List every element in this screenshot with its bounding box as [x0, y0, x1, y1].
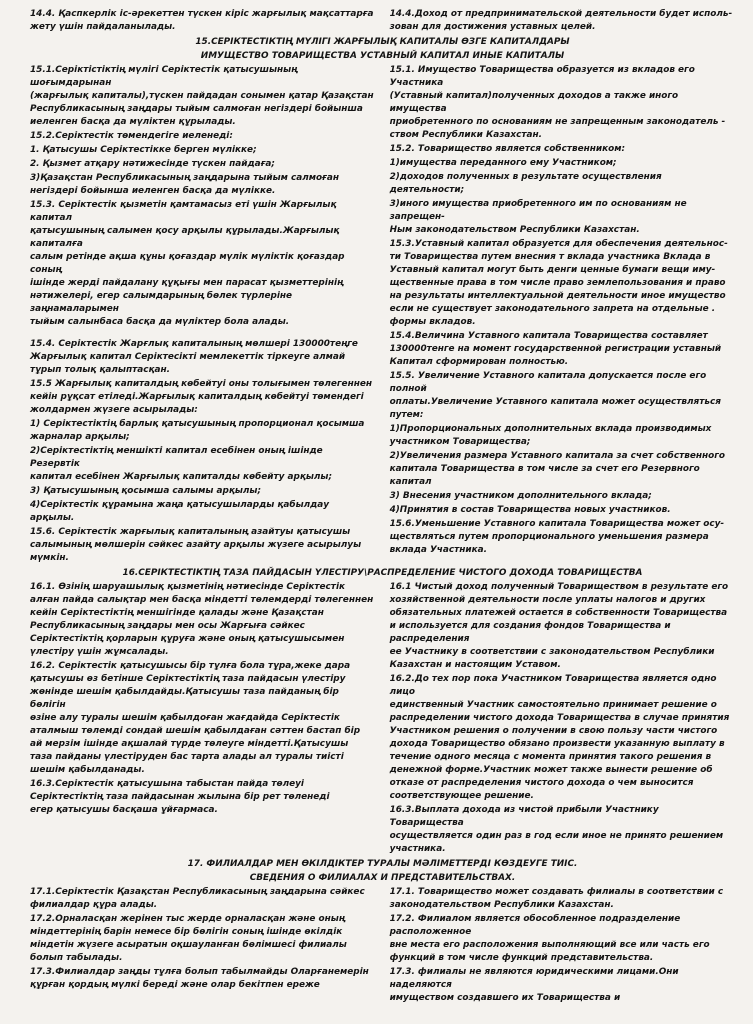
section-15-kz: [30, 64, 375, 566]
section-17-title-ru: СВЕДЕНИЯ О ФИЛИАЛАХ И ПРЕДСТАВИТЕЛЬСТВАХ.: [249, 873, 516, 883]
intro-kz: [30, 8, 375, 35]
paragraph: 2)доходов полученных в результате осуществления деятельности;: [389, 172, 662, 195]
paragraph: 1. Қатысушы Серіктестікке берген мүлікке;: [30, 145, 257, 155]
intro-row: [30, 8, 735, 35]
section-15-title-kz: 15.СЕРІКТЕСТІКТІҢ МҮЛІГІ ЖАРҒЫЛЫҚ КАПИТАЛЫ ӨЗГЕ КАПИТАЛДАРЫ: [195, 37, 570, 47]
paragraph: 15.3.Уставный капитал образуется для обеспечения деятельнос- ти Товарищества путем внесния т вклада участника Вклада в Уставный капитал могут быть денги ценные бумаги вещи иму- щественные права в том числе право землепользования и право на результаты интеллектуальной деятельности иное имущество если не существует законодательного запрета на отдельные . формы вкладов.: [389, 239, 728, 327]
paragraph: 1)Пропорциональных дополнительных вклада производимых участником Товарищества;: [389, 424, 712, 447]
spacer: [30, 330, 375, 338]
section-17-title-kz: 17. ФИЛИАЛДАР МЕН ӨКІЛДІКТЕР ТУРАЛЫ МӘЛІМЕТТЕРДІ КӨЗДЕУГЕ ТИІС.: [187, 859, 578, 869]
section-17-ru: [390, 886, 735, 1006]
paragraph: 1) Серіктестіктің барлық қатысушының пропорционал қосымша жарналар арқылы;: [30, 419, 365, 442]
section-15-body: [30, 64, 735, 566]
paragraph: 16.2. Серіктестік қатысушысы бір тұлға бола тұра,жеке дара қатысушы өз бетінше Серіктестіктің таза пайдасын үлестіру жөнінде шешім қабылдайды.Қатысушы таза пайданың бір бөлігін өзіне алу туралы шешім қабылдоған жағдайда Серіктестік аталмыш төлемді сондай шешім қабылдаған сәттен бастап бір ай мерзім ішінде ақшалай түрде төлеуге міндетті.Қатысушы таза пайданы үлестіруден бас тарта алады ал туралы тиісті шешім қабылданады.: [30, 661, 361, 775]
paragraph: 17.2.Орналасқан жерінен тыс жерде орналасқан және оның міндеттерінің барін немесе бір бөлігін соның ішінде өкілдік міндетін жүзеге асыратын оқшауланған бөлімшесі филиалы болып табылады.: [30, 914, 347, 963]
paragraph: 3) Қатысушының қосымша салымы арқылы;: [30, 486, 262, 496]
paragraph: 17.3.Филиалдар заңды тұлға болып табылмайды Оларғанемерін құрған қордың мүлкі береді және олар бекітпен ереже: [30, 967, 369, 990]
paragraph: 4)Серіктестік құрамына жаңа қатысушыларды қабылдау арқылы.: [30, 500, 330, 523]
paragraph: 17.1. Товарищество может создавать филиалы в соответствии с законодательством Республики Казахстан.: [389, 887, 724, 910]
paragraph: 17.1.Серіктестік Қазақстан Республикасының заңдарына сәйкес филиалдар құра алады.: [30, 887, 365, 910]
paragraph: 17.2. Филиалом является обособленное подразделение расположенное вне места его расположения выполняющий все или часть его функций в том числе функций представительства.: [389, 914, 710, 963]
paragraph: 17.3. филиалы не являются юридическими лицами.Они наделяются имуществом создавшего их Товарищества и: [389, 967, 679, 1003]
paragraph: 15.1.Серіктістіктің мүлігі Серіктестік қатысушының шоғымдарынан (жарғылық капиталы),түскен пайдадан сонымен қатар Қазақстан Республикасының заңдары тыйым салмоған негіздері бойынша иеленген басқа да мүліктен құрылады.: [30, 65, 374, 127]
paragraph: 3) Внесения участником дополнительного вклада;: [389, 491, 652, 501]
section-15-ru: [390, 64, 735, 566]
paragraph: 15.6.Уменьшение Уставного капитала Товарищества может осу- ществляться путем пропорционального уменьшения размера вклада Участника.: [389, 519, 725, 555]
paragraph: 2. Қызмет атқару нәтижесінде түскен пайдаға;: [30, 159, 275, 169]
section-17-body: [30, 886, 735, 1006]
paragraph: 14.4. Қаспкерлік іс-әрекеттен түскен кіріс жарғылық мақсаттарға жету үшін пайдаланылады.: [30, 9, 374, 32]
paragraph: 15.2.Серіктестік төмендегіге иеленеді:: [30, 131, 233, 141]
paragraph: 3)иного имущества приобретенного им по основаниям не запрещен- Ным законодательством Республики Казахстан.: [389, 199, 687, 235]
paragraph: 16.3.Серіктестік қатысушына табыстан пайда төлеуі Серіктестіктің таза пайдасынан жылына бір рет төленеді егер қатысушы басқаша ұйғармаса.: [30, 779, 330, 815]
paragraph: 15.5. Увеличение Уставного капитала допускается после его полной оплаты.Увеличение Уставного капитала может осуществляться путем:: [389, 371, 721, 420]
paragraph: 2)Увеличения размера Уставного капитала за счет собственного капитала Товарищества в том числе за счет его Резервного капитал: [389, 451, 725, 487]
section-16-body: [30, 581, 735, 857]
paragraph: 16.2.До тех пор пока Участником Товарищества является одно лицо единственный Участник самостоятельно принимает решение о распределении чистого дохода Товарищества в случае принятия Участником решения о получении в свою пользу части чистого дохода Товарищество обязано произвести указанную выплату в течение одного месяца с момента принятия такого решения в денежной форме.Участник может также вынести решение об отказе от распределения чистого дохода о чем выносится соответствующее решение.: [389, 674, 730, 801]
paragraph: 2)Серіктестіктің меншікті капитал есебінен оның ішінде Резервтік капитал есебінен Жарғылық капиталды көбейту арқылы;: [30, 446, 333, 482]
section-16-ru: [390, 581, 735, 857]
section-16-title: 16.СЕРІКТЕСТІКТІҢ ТАЗА ПАЙДАСЫН ҮЛЕСТІРУ\РАСПРЕДЕЛЕНИЕ ЧИСТОГО ДОХОДА ТОВАРИЩЕСТВА: [122, 568, 643, 578]
paragraph: 16.1. Өзінің шаруашылық қызметінің нәтиесінде Серіктестік алған пайда салықтар мен басқа міндетті төлемдерді төлегеннен кейін Серіктестіктің меншігінде қалады және Қазақстан Республикасының заңдары мен осы Жарғыға сәйкес Серіктестіктің қорларын құруға және оның қатысушысымен үлестіру үшін жұмсалады.: [30, 582, 374, 657]
paragraph: 16.3.Выплата дохода из чистой прибыли Участнику Товарищества осуществляется один раз в год если иное не принято решением участника.: [389, 805, 724, 854]
paragraph: 14.4.Доход от предпринимательской деятельности будет исполь- зован для достижения уставных целей.: [389, 9, 733, 32]
section-17-kz: [30, 886, 375, 1006]
paragraph: 15.2. Товарищество является собственником:: [389, 144, 626, 154]
paragraph: 15.4. Серіктестік Жарғлық капиталының мөлшері 130000теңге Жарғылық капитал Серіктесікті мемлекеттік тіркеуге алмай тұрып толық қалыптасқан.: [30, 339, 358, 375]
paragraph: 15.4.Величина Уставного капитала Товарищества составляет 130000тенге на момент государственной регистрации уставный Капитал сформирован полностью.: [389, 331, 722, 367]
paragraph: 15.3. Серіктестік қызметін қамтамасыз еті үшін Жарғылық капитал қатысушының салымен қосу арқылы құрылады.Жарғылық капиталға салым ретінде ақша құны қоғаздар мүлік мүліктік қоғаздар соның ішінде жерді пайдалану құқығы мен парасат қызметтерінің нәтижелері, егер салымдарының бөлек түрлеріне заңнамаларымен тыйым салынбаса басқа да мүліктер бола алады.: [30, 200, 345, 327]
intro-ru: [390, 8, 735, 35]
paragraph: 16.1 Чистый доход полученный Товариществом в результате его хозяйственной деятельности после уплаты налогов и других обязательных платежей остается в собственности Товарищества и используется для создания фондов Товарищества и распределения ее Участнику в соответствии с законодательством Республики Казахстан и настоящим Уставом.: [389, 582, 729, 670]
paragraph: 1)имущества переданного ему Участником;: [389, 158, 617, 168]
section-15-title-ru: ИМУЩЕСТВО ТОВАРИЩЕСТВА УСТАВНЫЙ КАПИТАЛ ИНЫЕ КАПИТАЛЫ: [200, 51, 565, 61]
paragraph: 3)Қазақстан Республикасының заңдарына тыйым салмоған негіздері бойынша иеленген басқа да мүлікке.: [30, 173, 339, 196]
paragraph: 15.5 Жарғылық капиталдың көбейтуі оны толығымен төлегеннен кейін рұқсат етіледі.Жарғылық капиталдың көбейтуі төмендегі жолдармен жүзеге асырылады:: [30, 379, 372, 415]
paragraph: 15.1. Имущество Товарищества образуется из вкладов его Участника (Уставный капитал)полученных доходов а также иного имущества приобретенного по основаниям не запрещенным законодатель - ством Республики Казахстан.: [389, 65, 726, 140]
paragraph: 4)Принятия в состав Товарищества новых участников.: [389, 505, 671, 515]
paragraph: 15.6. Серіктестік жарғылық капиталының азайтуы қатысушы салымының мөлшерін сәйкес азайту арқылы жүзеге асырылуы мүмкін.: [30, 527, 362, 563]
section-16-kz: [30, 581, 375, 857]
